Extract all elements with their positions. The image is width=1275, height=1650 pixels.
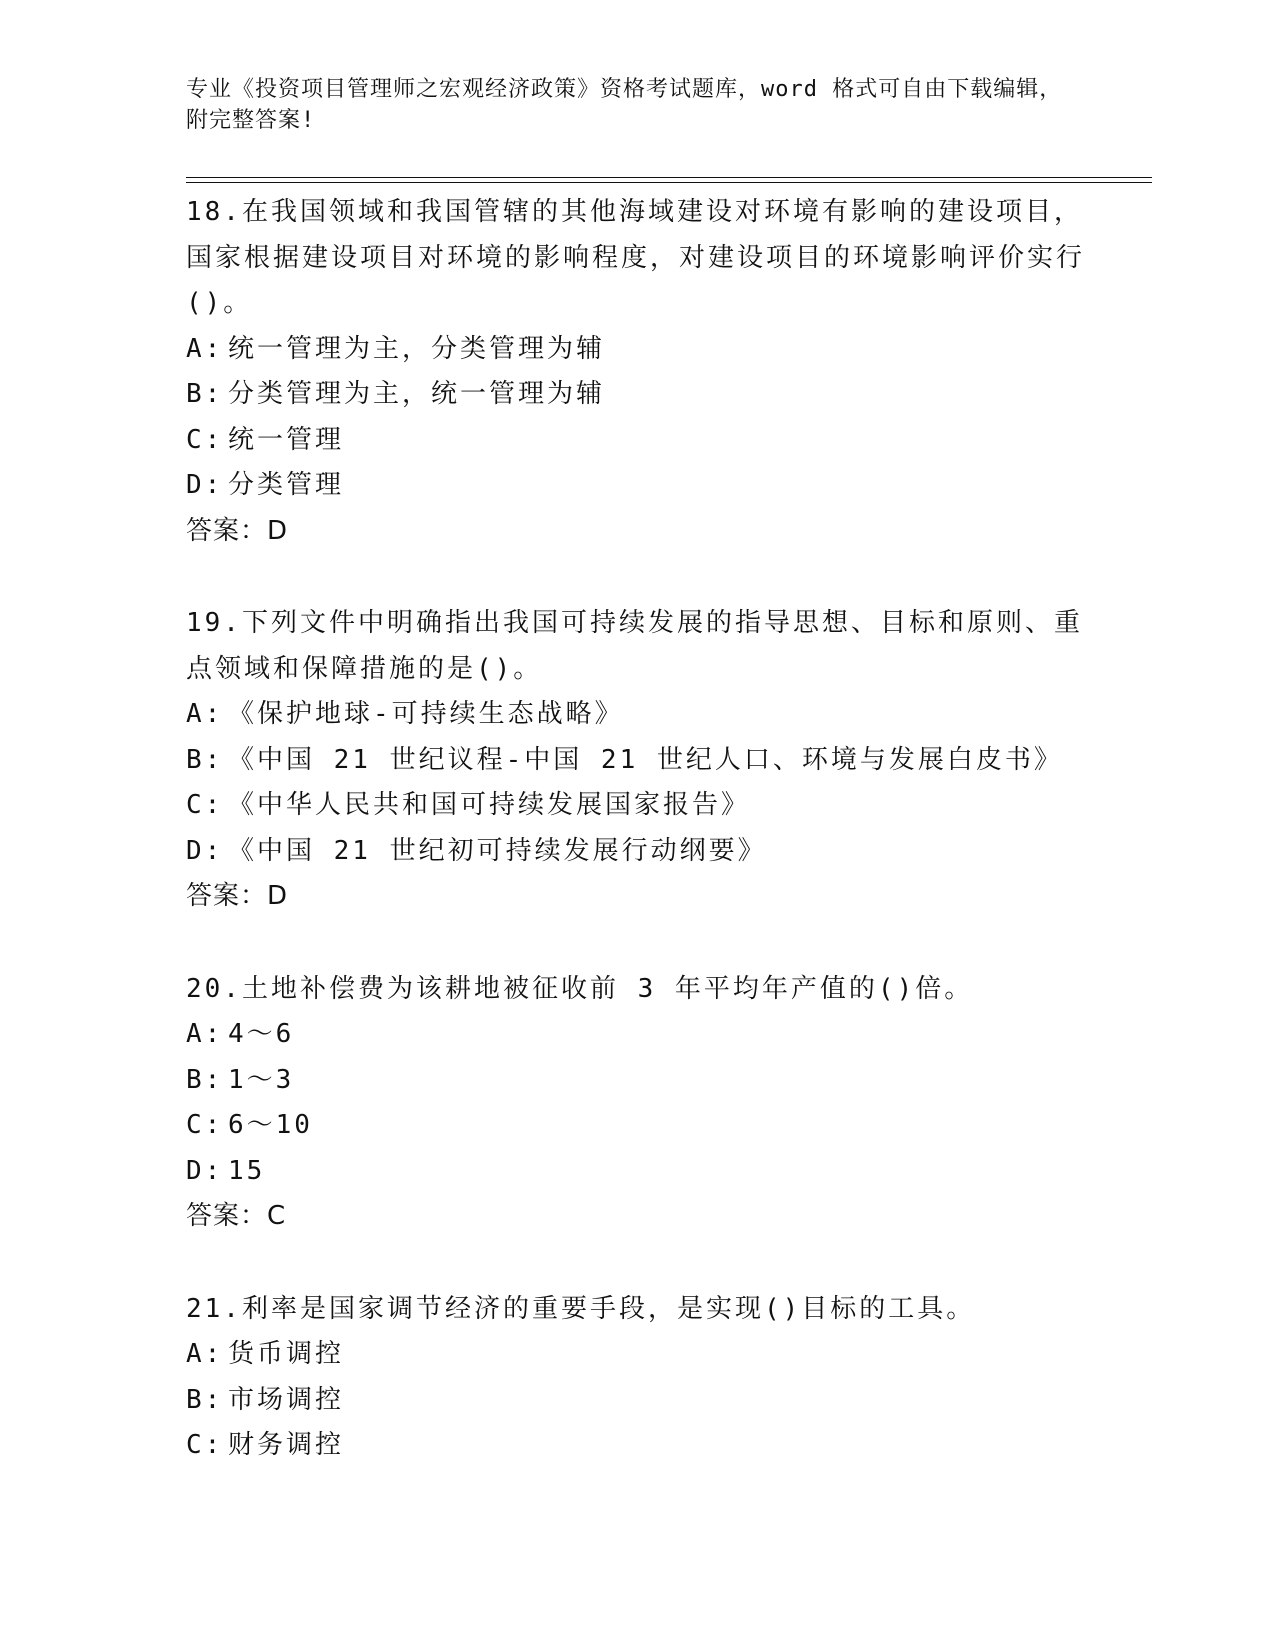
option-key: B: (186, 1384, 224, 1415)
answer-line: 答案：C (186, 1201, 287, 1231)
option-b (186, 738, 1086, 784)
option-text: 15 (228, 1155, 266, 1186)
question-19 (186, 601, 1086, 920)
option-d (186, 829, 1086, 875)
option-key: C: (186, 790, 224, 820)
option-key: B: (186, 1064, 224, 1095)
question-21 (186, 1287, 1086, 1469)
option-a (186, 1332, 1086, 1378)
option-b (186, 1378, 1086, 1424)
header-divider-top (186, 177, 1152, 178)
document-intro: 专业《投资项目管理师之宏观经济政策》资格考试题库，word 格式可自由下载编辑，附完整答案! (186, 77, 1063, 133)
question-18 (186, 190, 1086, 554)
option-text: 《中华人民共和国可持续发展国家报告》 (228, 790, 751, 820)
option-c (186, 1423, 1086, 1469)
option-b (186, 372, 1086, 418)
option-text: 《中国 21 世纪初可持续发展行动纲要》 (228, 835, 767, 866)
option-a (186, 692, 1086, 738)
option-d (186, 463, 1086, 509)
option-text: 《中国 21 世纪议程-中国 21 世纪人口、环境与发展白皮书》 (228, 744, 1063, 775)
option-key: D: (186, 835, 224, 866)
option-key: C: (186, 424, 224, 455)
question-stem: 19.下列文件中明确指出我国可持续发展的指导思想、目标和原则、重点领域和保障措施的是()。 (186, 608, 1083, 684)
option-text: 分类管理为主，统一管理为辅 (228, 379, 606, 409)
option-key: A: (186, 699, 224, 729)
option-key: D: (186, 1155, 224, 1186)
option-c (186, 418, 1086, 464)
option-text: 统一管理 (228, 424, 345, 455)
answer-line: 答案：D (186, 515, 289, 546)
option-key: C: (186, 1110, 224, 1140)
option-a (186, 327, 1086, 373)
option-text: 市场调控 (228, 1384, 345, 1415)
option-key: C: (186, 1430, 224, 1460)
question-stem: 20.土地补偿费为该耕地被征收前 3 年平均年产值的()倍。 (186, 973, 974, 1004)
option-text: 6～10 (228, 1110, 313, 1140)
option-key: B: (186, 379, 224, 409)
option-key: A: (186, 333, 224, 364)
option-text: 分类管理 (228, 470, 345, 500)
question-20 (186, 967, 1086, 1240)
option-d (186, 1149, 1086, 1195)
question-stem: 18.在我国领域和我国管辖的其他海域建设对环境有影响的建设项目，国家根据建设项目对环境的影响程度，对建设项目的环境影响评价实行()。 (186, 197, 1086, 318)
question-list (186, 190, 1086, 1469)
option-c (186, 1103, 1086, 1149)
option-a (186, 1012, 1086, 1058)
question-stem: 21.利率是国家调节经济的重要手段，是实现()目标的工具。 (186, 1293, 976, 1324)
option-key: A: (186, 1339, 224, 1369)
option-text: 《保护地球-可持续生态战略》 (228, 699, 624, 729)
option-text: 统一管理为主，分类管理为辅 (228, 333, 606, 364)
option-key: B: (186, 744, 224, 775)
option-text: 财务调控 (228, 1430, 345, 1460)
option-key: A: (186, 1019, 224, 1049)
option-b (186, 1058, 1086, 1104)
option-key: D: (186, 470, 224, 500)
option-text: 1～3 (228, 1064, 295, 1095)
option-c (186, 783, 1086, 829)
header-divider-bottom (186, 182, 1152, 183)
option-text: 货币调控 (228, 1339, 345, 1369)
option-text: 4～6 (228, 1019, 295, 1049)
answer-line: 答案：D (186, 881, 289, 911)
